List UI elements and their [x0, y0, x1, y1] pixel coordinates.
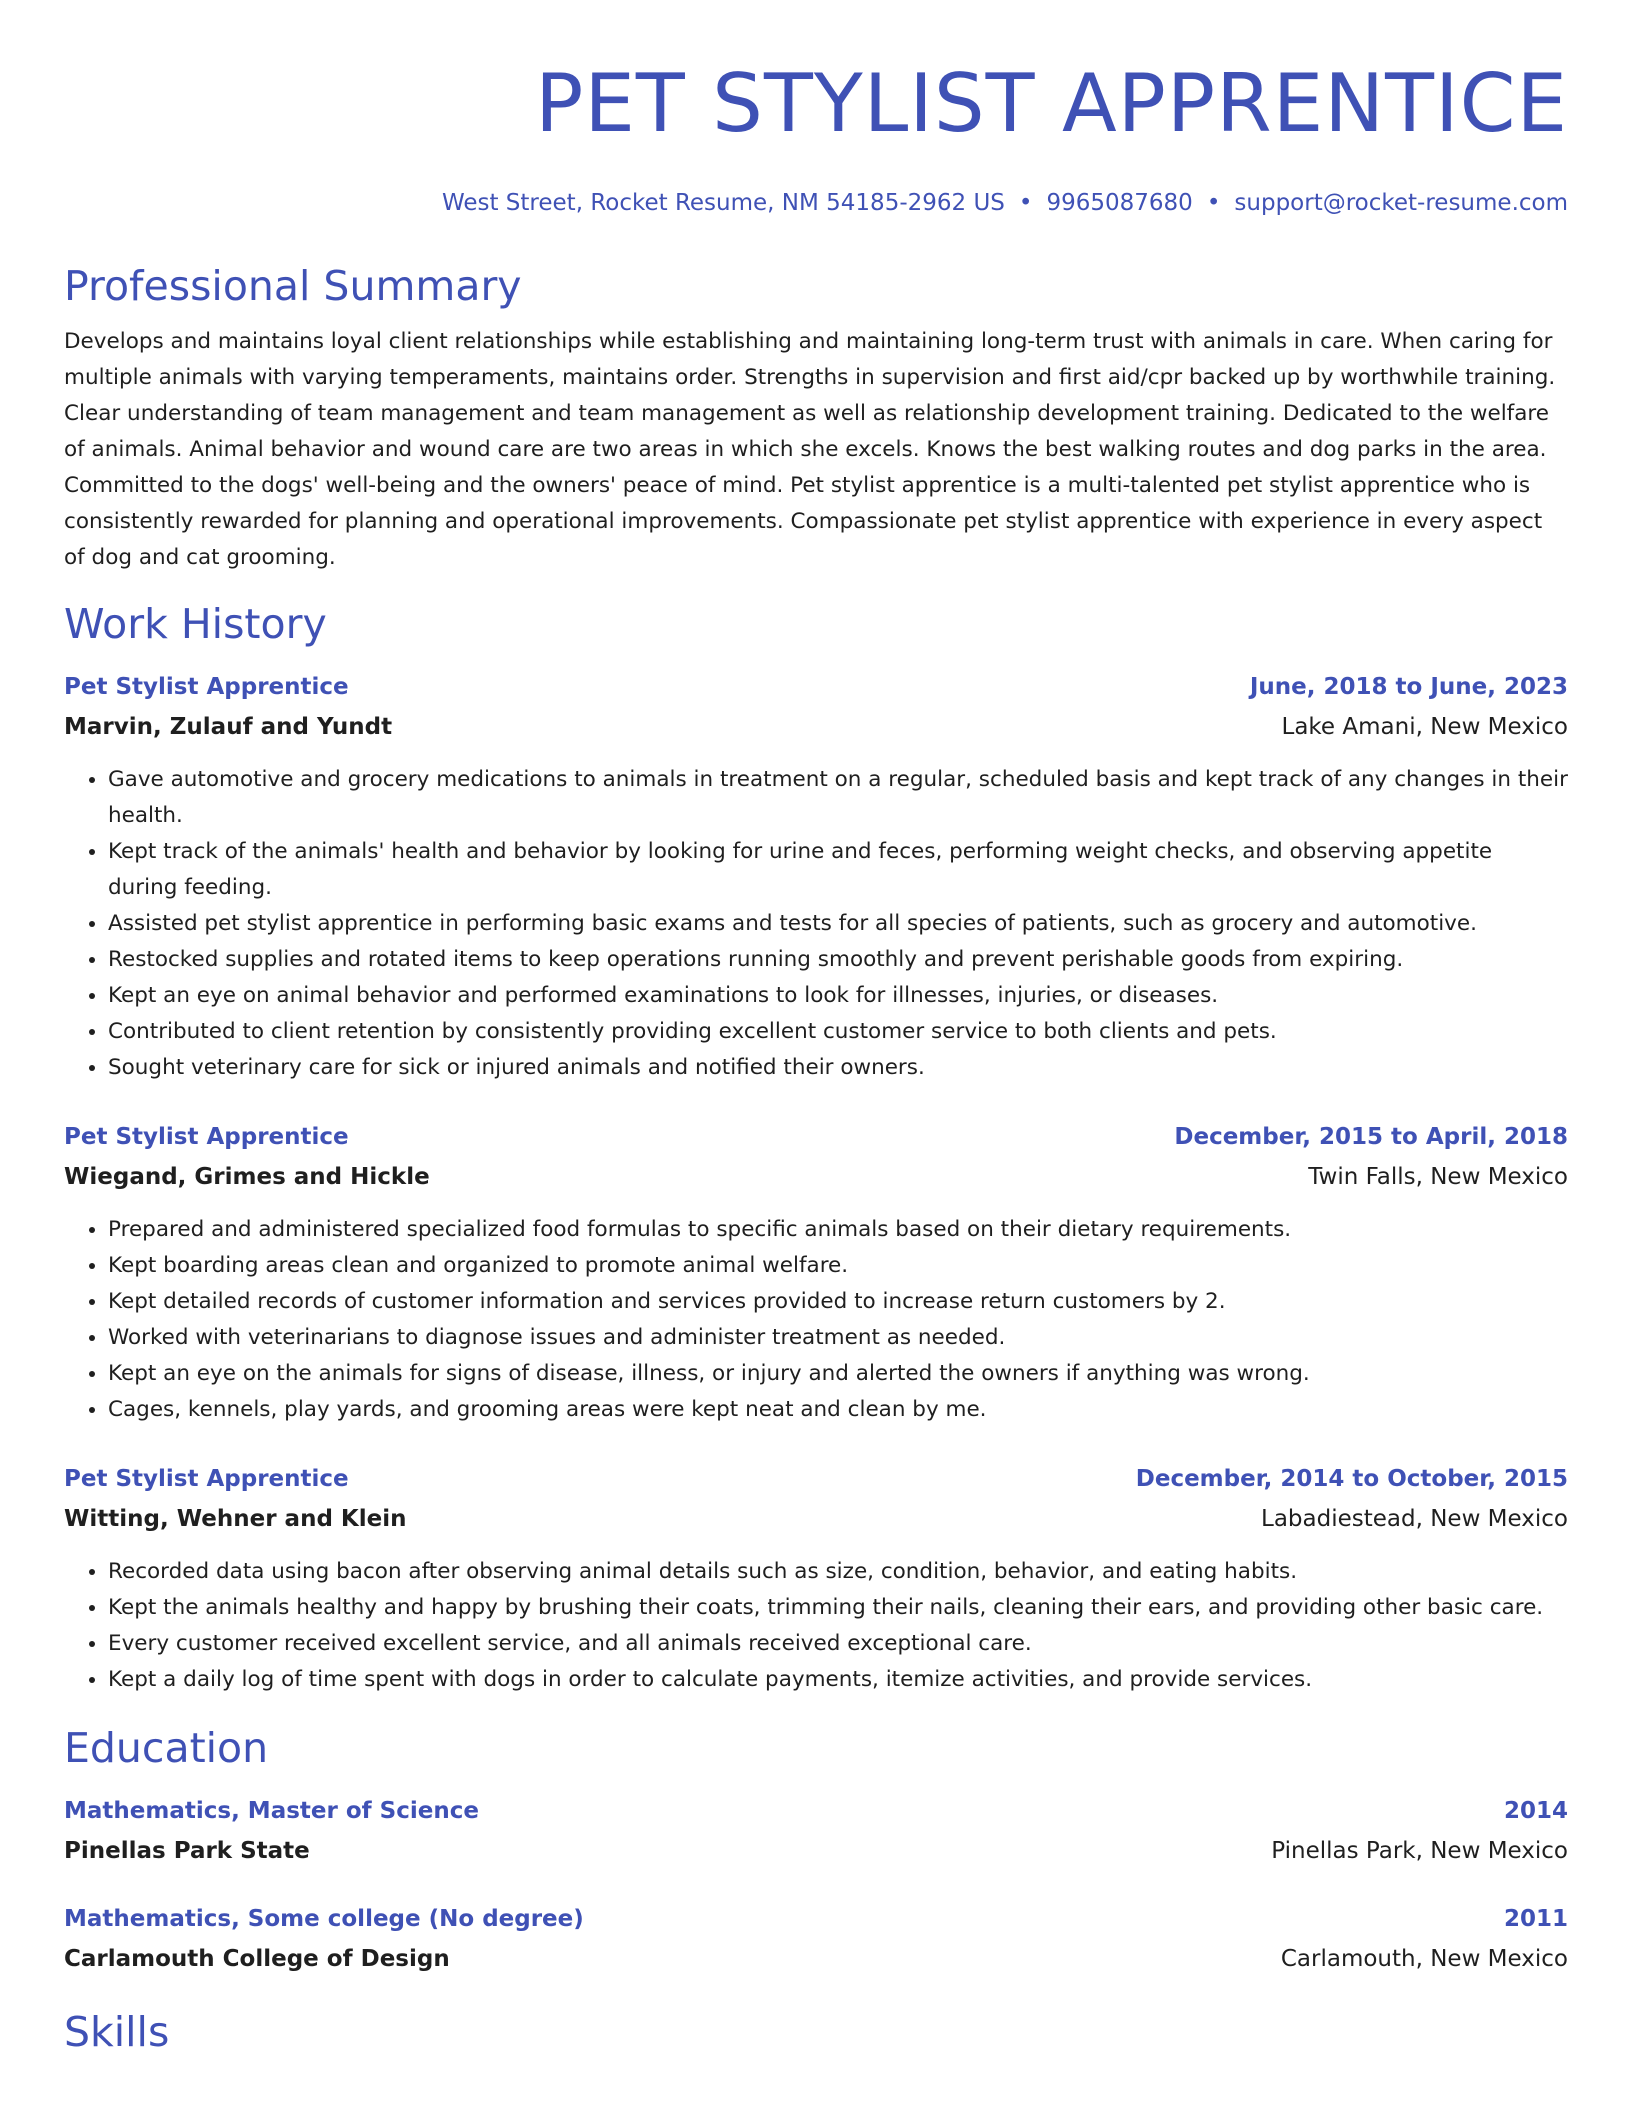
- education-school: Carlamouth College of Design: [64, 1946, 450, 1972]
- job-bullet: • Kept boarding areas clean and organized to promote animal welfare.: [108, 1248, 1568, 1284]
- job-bullet: • Kept detailed records of customer information and services provided to increase return customers by 2.: [108, 1284, 1568, 1320]
- education-degree-row: [64, 1902, 1568, 1936]
- job-bullet: • Kept track of the animals' health and behavior by looking for urine and feces, performing weight checks, and observing appetite during feeding.: [108, 834, 1568, 906]
- job-entry: [64, 1120, 1568, 1428]
- job-bullet: • Assisted pet stylist apprentice in performing basic exams and tests for all species of patients, such as grocery and automotive.: [108, 906, 1568, 942]
- job-bullet: • Restocked supplies and rotated items to keep operations running smoothly and prevent perishable goods from expiring.: [108, 942, 1568, 978]
- job-bullet: • Sought veterinary care for sick or injured animals and notified their owners.: [108, 1050, 1568, 1086]
- job-dates: June, 2018 to June, 2023: [1249, 674, 1568, 700]
- skills-heading: Skills: [64, 2008, 170, 2056]
- education-location: Pinellas Park, New Mexico: [1271, 1838, 1568, 1864]
- job-entry: [64, 1462, 1568, 1698]
- education-school-row: [64, 1834, 1568, 1868]
- education-school-row: [64, 1942, 1568, 1976]
- job-bullet: • Worked with veterinarians to diagnose issues and administer treatment as needed.: [108, 1320, 1568, 1356]
- job-bullet: • Contributed to client retention by consistently providing excellent customer service to both clients and pets.: [108, 1014, 1568, 1050]
- job-title-row: [64, 1462, 1568, 1496]
- education-year: 2011: [1503, 1906, 1568, 1932]
- job-title-row: [64, 670, 1568, 704]
- resume-name: PET STYLIST APPRENTICE: [535, 57, 1568, 150]
- job-location: Twin Falls, New Mexico: [1308, 1164, 1568, 1190]
- contact-separator: •: [1206, 190, 1221, 216]
- job-company: Witting, Wehner and Klein: [64, 1506, 407, 1532]
- work-history-heading: Work History: [64, 600, 327, 648]
- job-bullets: [64, 1212, 1568, 1428]
- education-year: 2014: [1503, 1798, 1568, 1824]
- contact-separator: •: [1018, 190, 1033, 216]
- job-position: Pet Stylist Apprentice: [64, 674, 349, 700]
- education-degree: Mathematics, Master of Science: [64, 1798, 479, 1824]
- job-title-row: [64, 1120, 1568, 1154]
- job-company-row: [64, 710, 1568, 744]
- job-bullets: [64, 1554, 1568, 1698]
- job-dates: December, 2014 to October, 2015: [1135, 1466, 1568, 1492]
- job-position: Pet Stylist Apprentice: [64, 1466, 349, 1492]
- education-heading: Education: [64, 1724, 269, 1772]
- job-location: Lake Amani, New Mexico: [1281, 714, 1568, 740]
- education-school: Pinellas Park State: [64, 1838, 310, 1864]
- job-location: Labadiestead, New Mexico: [1261, 1506, 1568, 1532]
- education-degree-row: [64, 1794, 1568, 1828]
- job-company-row: [64, 1160, 1568, 1194]
- job-entry: [64, 670, 1568, 1086]
- job-bullet: • Prepared and administered specialized food formulas to specific animals based on their dietary requirements.: [108, 1212, 1568, 1248]
- contact-address: West Street, Rocket Resume, NM 54185-2962 US: [441, 190, 1005, 216]
- job-company-row: [64, 1502, 1568, 1536]
- job-position: Pet Stylist Apprentice: [64, 1124, 349, 1150]
- contact-email: support@rocket-resume.com: [1234, 190, 1568, 216]
- job-dates: December, 2015 to April, 2018: [1174, 1124, 1568, 1150]
- job-bullet: • Every customer received excellent service, and all animals received exceptional care.: [108, 1626, 1568, 1662]
- education-entry: [64, 1902, 1568, 1976]
- contact-phone: 9965087680: [1046, 190, 1193, 216]
- job-company: Wiegand, Grimes and Hickle: [64, 1164, 430, 1190]
- summary-text: Develops and maintains loyal client relationships while establishing and maintaining long-term trust with animals in care. When caring for multiple animals with varying temperaments, maintains order. Strengths in supervision and first aid/cpr backed up by worthwhile training. Clear understanding of team management and team management as well as relationship development training. Dedicated to the welfare of animals. Animal behavior and wound care are two areas in which she excels. Knows the best walking routes and dog parks in the area. Committed to the dogs' well-being and the owners' peace of mind. Pet stylist apprentice is a multi-talented pet stylist apprentice who is consistently rewarded for planning and operational improvements. Compassionate pet stylist apprentice with experience in every aspect of dog and cat grooming.: [64, 329, 1556, 570]
- education-degree: Mathematics, Some college (No degree): [64, 1906, 584, 1932]
- job-bullet: • Kept the animals healthy and happy by brushing their coats, trimming their nails, cleaning their ears, and providing other basic care.: [108, 1590, 1568, 1626]
- summary-heading: Professional Summary: [64, 262, 522, 310]
- job-company: Marvin, Zulauf and Yundt: [64, 714, 393, 740]
- job-bullet: • Cages, kennels, play yards, and grooming areas were kept neat and clean by me.: [108, 1392, 1568, 1428]
- contact-line: [64, 186, 1568, 220]
- job-bullets: [64, 762, 1568, 1086]
- job-bullet: • Kept a daily log of time spent with dogs in order to calculate payments, itemize activities, and provide services.: [108, 1662, 1568, 1698]
- education-location: Carlamouth, New Mexico: [1280, 1946, 1568, 1972]
- job-bullet: • Recorded data using bacon after observing animal details such as size, condition, behavior, and eating habits.: [108, 1554, 1568, 1590]
- education-entry: [64, 1794, 1568, 1868]
- job-bullet: • Gave automotive and grocery medications to animals in treatment on a regular, scheduled basis and kept track of any changes in their health.: [108, 762, 1568, 834]
- job-bullet: • Kept an eye on the animals for signs of disease, illness, or injury and alerted the owners if anything was wrong.: [108, 1356, 1568, 1392]
- job-bullet: • Kept an eye on animal behavior and performed examinations to look for illnesses, injuries, or diseases.: [108, 978, 1568, 1014]
